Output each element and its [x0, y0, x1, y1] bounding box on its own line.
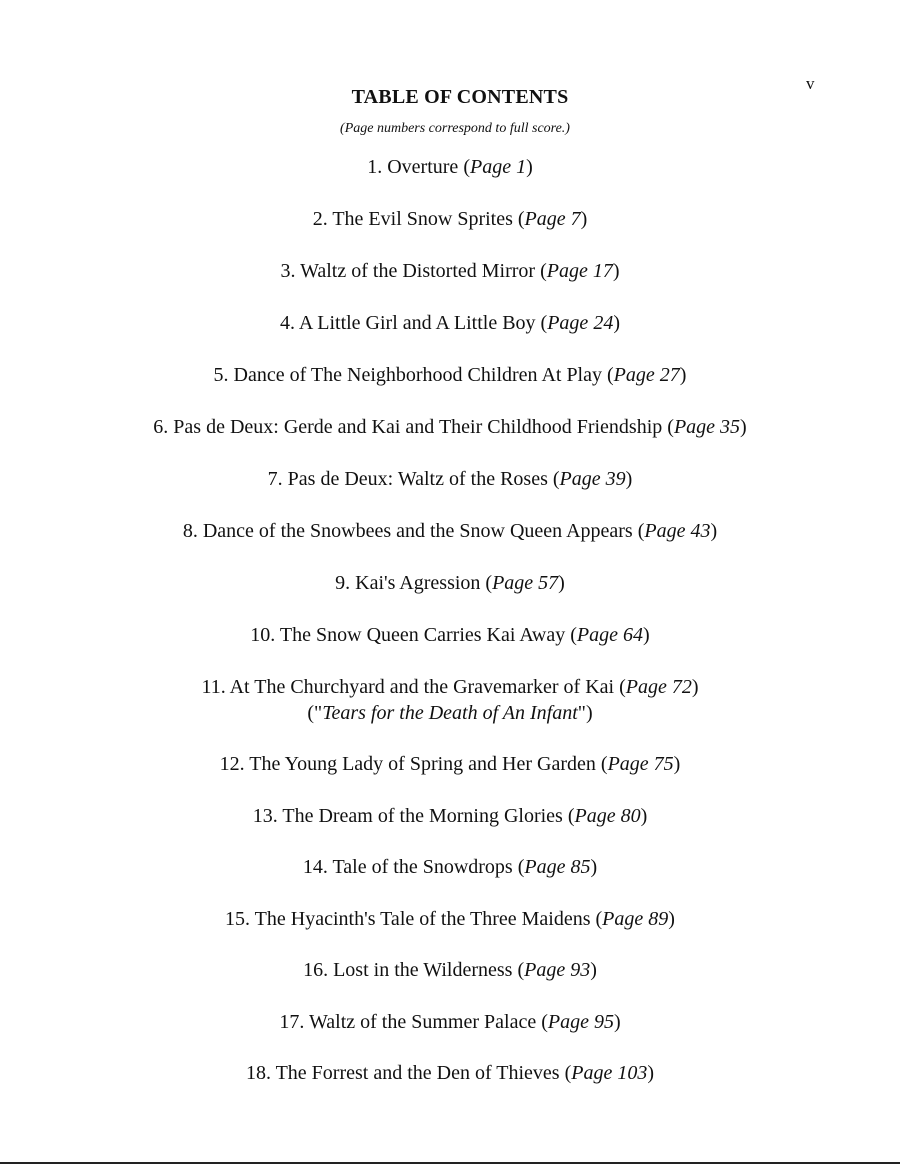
toc-entry-title: 17. Waltz of the Summer Palace	[279, 1011, 537, 1033]
toc-entry-page: Page 57	[492, 572, 559, 594]
toc-entry: 11. At The Churchyard and the Gravemarker of Kai (Page 72) ("Tears for the Death of An Infant")	[0, 674, 900, 726]
toc-entry-title: 7. Pas de Deux: Waltz of the Roses	[267, 468, 548, 490]
toc-entry-page: Page 27	[613, 364, 680, 386]
toc-entry-page: Page 64	[576, 624, 644, 646]
page-title: TABLE OF CONTENTS	[351, 86, 569, 108]
toc-entry-title: 9. Kai's Agression	[335, 572, 481, 594]
toc-entry: 6. Pas de Deux: Gerde and Kai and Their Childhood Friendship (Page 35)	[153, 416, 747, 438]
toc-entry: 18. The Forrest and the Den of Thieves (Page 103)	[245, 1062, 655, 1084]
toc-entry: 4. A Little Girl and A Little Boy (Page 24)	[280, 312, 620, 334]
toc-entry: 17. Waltz of the Summer Palace (Page 95)	[279, 1011, 621, 1033]
toc-entry: 13. The Dream of the Morning Glories (Page 80)	[252, 805, 648, 827]
toc-entry-title: 2. The Evil Snow Sprites	[312, 208, 513, 230]
toc-entry: 5. Dance of The Neighborhood Children At Play (Page 27)	[213, 364, 687, 386]
toc-entry-page: Page 7	[524, 208, 581, 230]
toc-entry: 2. The Evil Snow Sprites (Page 7)	[312, 208, 588, 230]
toc-entry-page: Page 103	[571, 1062, 648, 1084]
toc-entry-title: 10. The Snow Queen Carries Kai Away	[250, 624, 566, 646]
toc-entry: 8. Dance of the Snowbees and the Snow Queen Appears (Page 43)	[182, 520, 718, 542]
toc-entry-subtitle: Tears for the Death of An Infant	[322, 702, 578, 724]
toc-entry-page: Page 17	[546, 260, 613, 282]
toc-entry: 14. Tale of the Snowdrops (Page 85)	[302, 856, 598, 878]
toc-entry: 15. The Hyacinth's Tale of the Three Maidens (Page 89)	[225, 908, 675, 930]
toc-entry-title: 11. At The Churchyard and the Gravemarker of Kai	[201, 676, 615, 698]
toc-entry-page: Page 39	[559, 468, 626, 490]
toc-entry-title: 3. Waltz of the Distorted Mirror	[280, 260, 536, 282]
toc-entry-page: Page 72	[625, 676, 692, 698]
toc-entry-title: 6. Pas de Deux: Gerde and Kai and Their Childhood Friendship	[153, 416, 663, 438]
toc-entry-title: 5. Dance of The Neighborhood Children At Play	[213, 364, 602, 386]
toc-entry-page: Page 1	[469, 156, 527, 178]
toc-entry: 9. Kai's Agression (Page 57)	[335, 572, 565, 594]
toc-entry: 7. Pas de Deux: Waltz of the Roses (Page 39)	[267, 468, 633, 490]
toc-entry-title: 12. The Young Lady of Spring and Her Garden	[219, 753, 596, 775]
toc-entry-title: 1. Overture	[367, 156, 459, 178]
toc-entry-title: 14. Tale of the Snowdrops	[302, 856, 513, 878]
toc-entry-page: Page 24	[547, 312, 614, 334]
toc-entry: 3. Waltz of the Distorted Mirror (Page 17)	[280, 260, 620, 282]
page-subtitle: (Page numbers correspond to full score.)	[340, 121, 570, 136]
toc-entry-title: 13. The Dream of the Morning Glories	[252, 805, 563, 827]
toc-entry-subtitle-line: ("Tears for the Death of An Infant")	[307, 702, 593, 724]
toc-entry-page: Page 35	[673, 416, 741, 438]
toc-entry-page: Page 80	[574, 805, 641, 827]
toc-entry-page: Page 85	[524, 856, 591, 878]
toc-entry-page: Page 89	[602, 908, 669, 930]
toc-entry-title: 15. The Hyacinth's Tale of the Three Maidens	[225, 908, 591, 930]
toc-entry-page: Page 75	[607, 753, 674, 775]
toc-entry: 12. The Young Lady of Spring and Her Garden (Page 75)	[219, 753, 681, 775]
toc-entry-page: Page 95	[547, 1011, 614, 1033]
toc-entry: 1. Overture (Page 1)	[367, 156, 533, 178]
toc-entry-page: Page 43	[644, 520, 711, 542]
toc-entry: 16. Lost in the Wilderness (Page 93)	[303, 959, 597, 981]
toc-entry-title: 4. A Little Girl and A Little Boy	[280, 312, 536, 334]
page-number: v	[806, 74, 815, 93]
toc-entry-page: Page 93	[524, 959, 591, 981]
toc-entry-title: 8. Dance of the Snowbees and the Snow Queen Appears	[182, 520, 633, 542]
toc-entry: 10. The Snow Queen Carries Kai Away (Page 64)	[250, 624, 650, 646]
toc-entry-title: 16. Lost in the Wilderness	[303, 959, 513, 981]
toc-entry-title: 18. The Forrest and the Den of Thieves	[245, 1062, 560, 1084]
